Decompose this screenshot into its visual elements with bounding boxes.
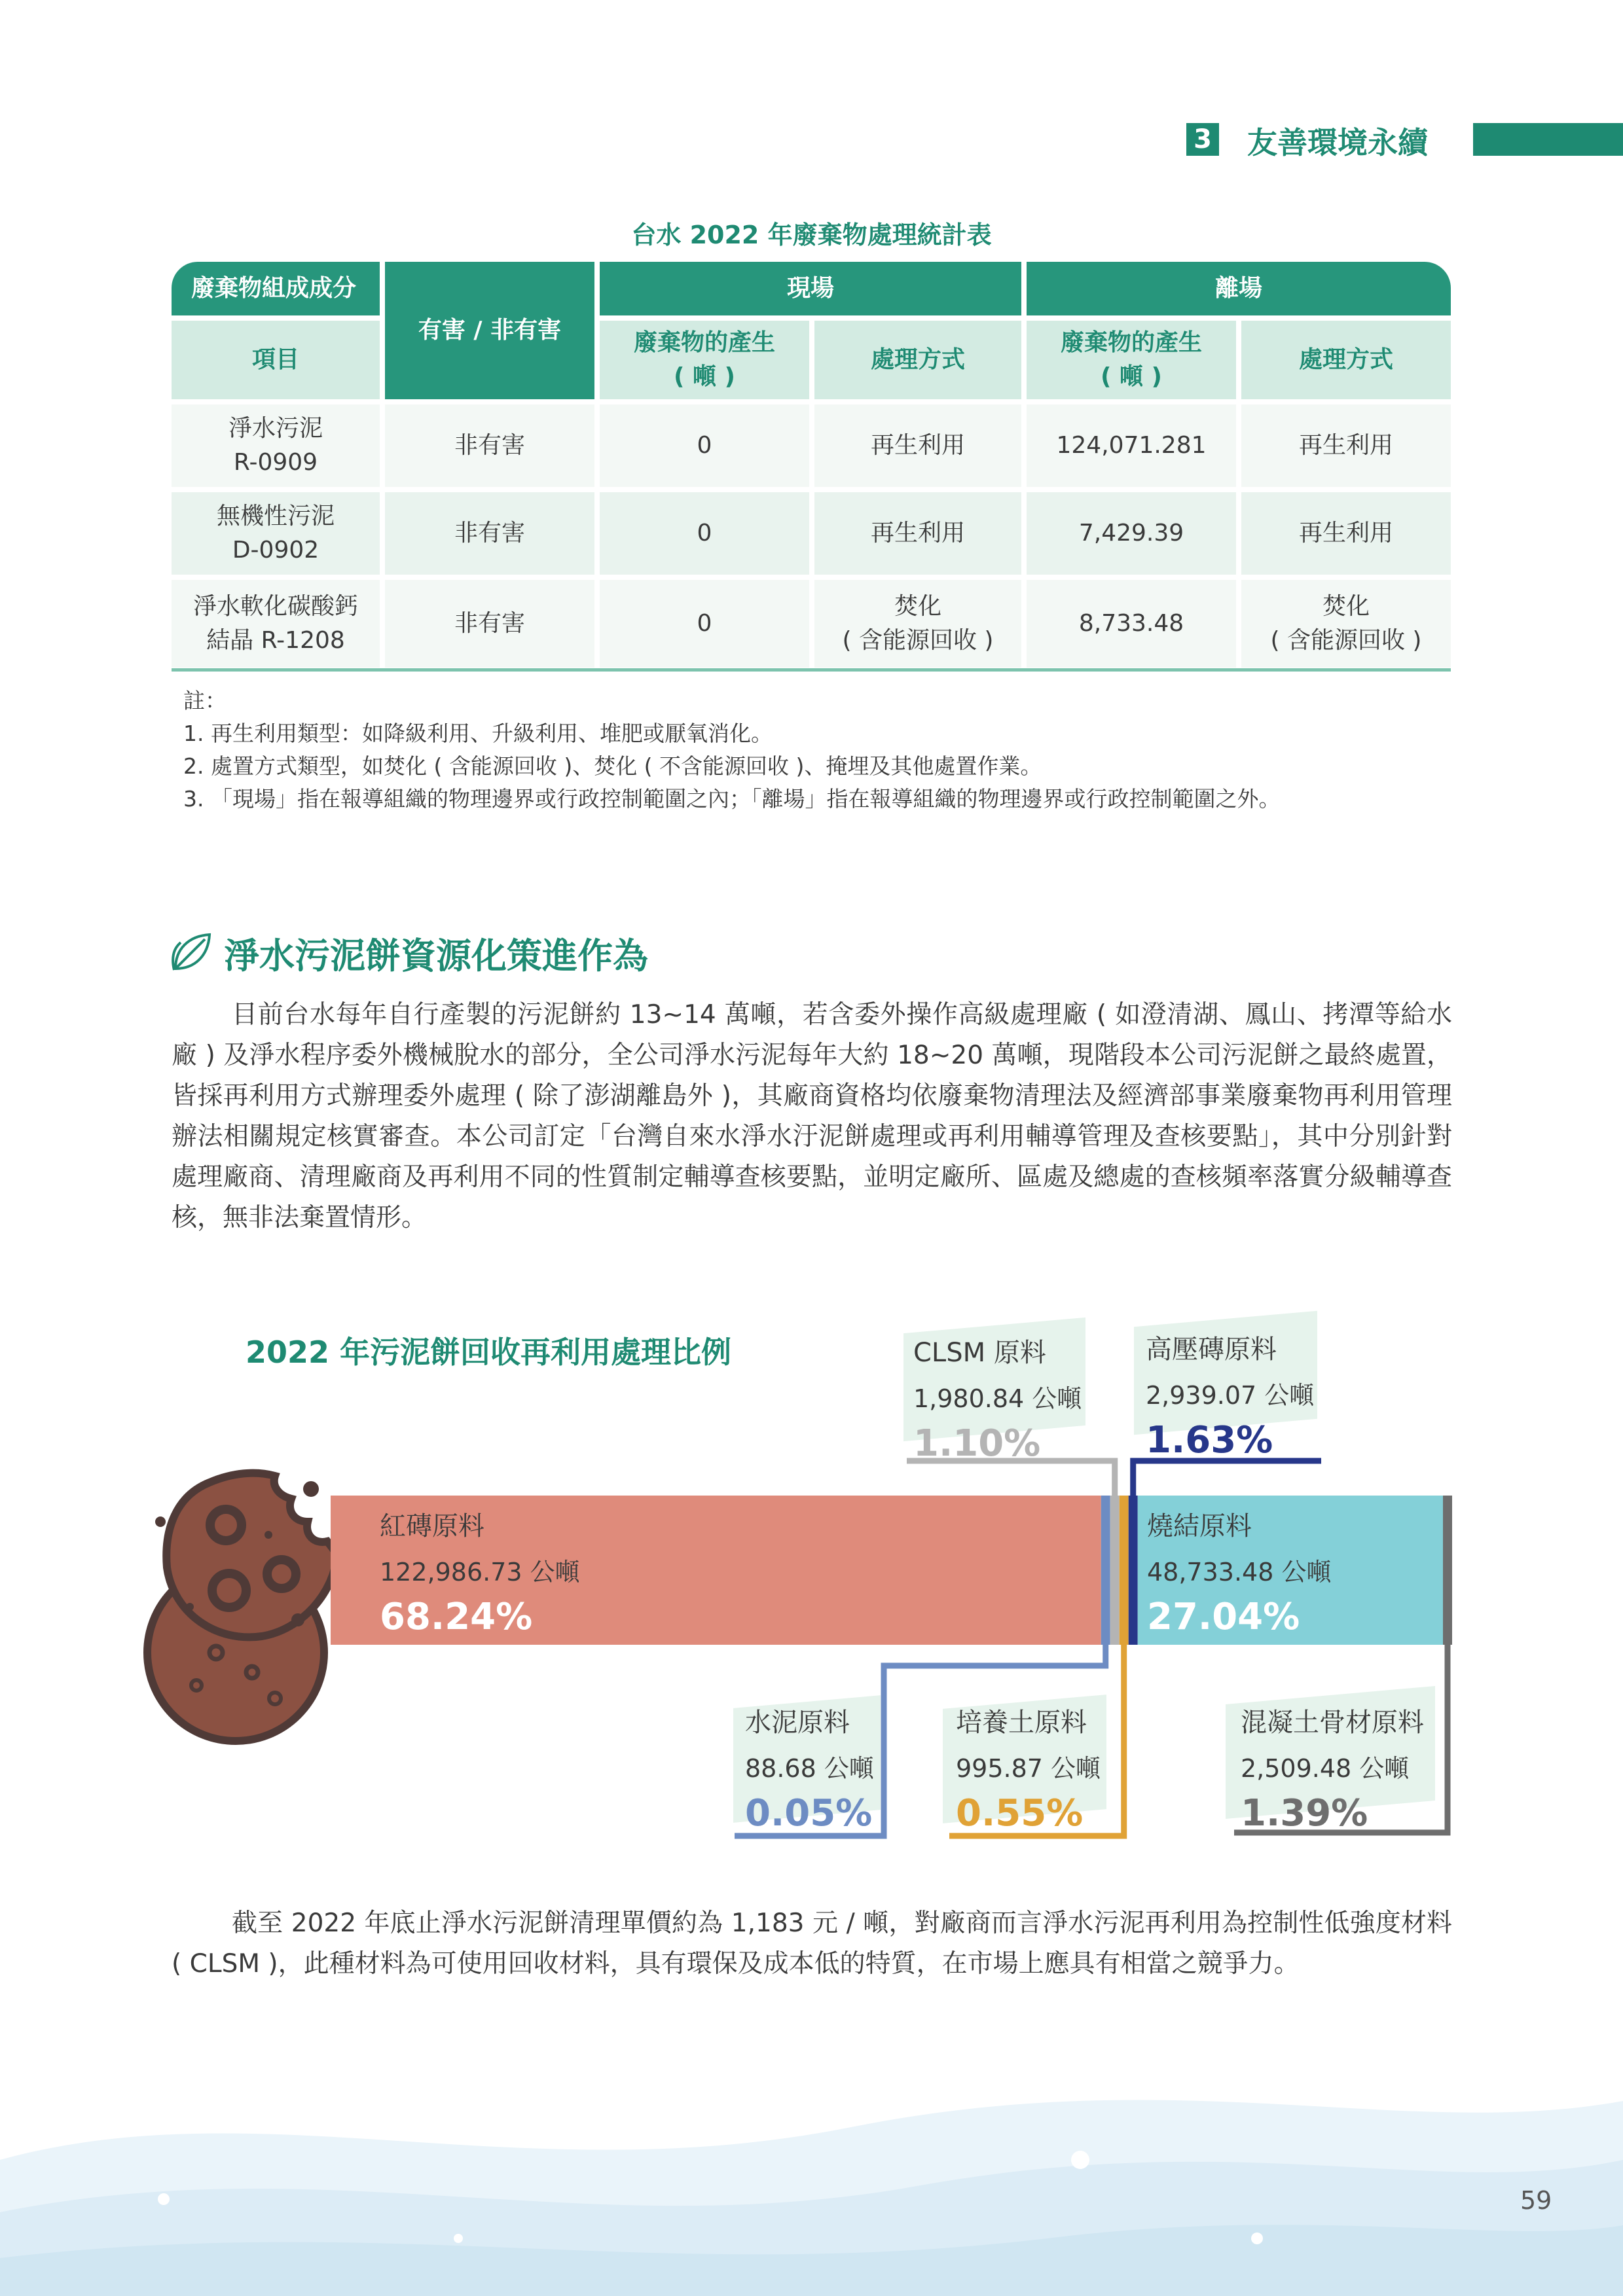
row3-onsite-method-line2: ( 含能源回收 ) [842,627,994,654]
th-onsite: 現場 [600,262,1021,315]
page-number: 59 [1520,2186,1552,2215]
th-offsite-method: 處理方式 [1241,321,1451,399]
label-soil [956,1702,1101,1835]
label-sintered-amount: 48,733.48 公噸 [1147,1558,1332,1587]
row1-hazard: 非有害 [385,404,594,487]
label-red-brick-amount: 122,986.73 公噸 [380,1558,580,1587]
label-sintered-name: 燒結原料 [1147,1511,1252,1541]
th-offsite-generated-line1: 廢棄物的產生 [1060,329,1202,356]
row2-offsite-method: 再生利用 [1241,492,1451,575]
label-cement-name: 水泥原料 [745,1708,850,1738]
bar-clsm [1110,1496,1120,1645]
label-high-pressure-brick [1146,1329,1314,1462]
row2-item-line1: 無機性污泥 [216,502,335,529]
th-offsite-generated-line2: ( 噸 ) [1101,363,1162,390]
note-3: 3. 「現場」指在報導組織的物理邊界或行政控制範圍之內；「離場」指在報導組織的物理邊界或行政控制範圍之外。 [183,786,1281,812]
section-title: 淨水污泥餅資源化策進作為 [224,935,648,977]
label-soil-percent: 0.55% [956,1792,1084,1835]
th-onsite-generated-line2: ( 噸 ) [674,363,735,390]
label-clsm-name: CLSM 原料 [913,1338,1046,1368]
row3-item-line2: 結晶 R-1208 [206,627,345,654]
row3-hazard: 非有害 [385,580,594,668]
label-soil-amount: 995.87 公噸 [956,1754,1101,1783]
th-hazard: 有害 / 非有害 [385,262,594,399]
table-title: 台水 2022 年廢棄物處理統計表 [631,221,992,249]
label-high-pressure-brick-percent: 1.63% [1146,1419,1273,1462]
row3-onsite-amount: 0 [600,580,809,668]
label-concrete-aggregate-name: 混凝土骨材原料 [1241,1708,1424,1738]
label-cement [745,1702,874,1835]
th-onsite-method: 處理方式 [814,321,1021,399]
chapter-number-badge: 3 [1186,123,1219,156]
row2-item-line2: D-0902 [232,537,319,564]
row1-onsite-method: 再生利用 [814,404,1021,487]
notes-label: 註： [183,688,227,713]
label-red-brick-name: 紅磚原料 [380,1511,484,1541]
label-cement-amount: 88.68 公噸 [745,1754,874,1783]
label-red-brick-percent: 68.24% [380,1596,533,1638]
label-high-pressure-brick-name: 高壓磚原料 [1146,1335,1277,1365]
row3-item-line1: 淨水軟化碳酸鈣 [192,592,358,620]
label-soil-name: 培養土原料 [956,1708,1087,1738]
row1-offsite-amount: 124,071.281 [1027,404,1236,487]
label-cement-percent: 0.05% [745,1792,873,1835]
label-clsm [913,1332,1082,1465]
section-paragraph-1: 目前台水每年自行產製的污泥餅約 13~14 萬噸，若含委外操作高級處理廠 ( 如澄清湖、鳳山、拷潭等給水廠 ) 及淨水程序委外機械脫水的部分，全公司淨水污泥每年大約 18~20 萬噸，現階段本公司污泥餅之最終處置，皆採再利用方式辦理委外處理 ( 除了澎湖離島外 )，其廠商資格均依廢棄物清理法及經濟部事業廢棄物再利用管理辦法相關規定核實審查。本公司訂定「台灣自來水淨水汙泥餅處理或再利用輔導管理及查核要點」，其中分別針對處理廠商、清理廠商及再利用不同的性質制定輔導查核要點，並明定廠所、區處及總處的查核頻率落實分級輔導查核，無非法棄置情形。 [172,1000,1452,1232]
wave-decoration [0,2049,1623,2296]
th-onsite-generated-line1: 廢棄物的產生 [633,329,775,356]
row3-onsite-method-line1: 焚化 [894,592,941,620]
row1-onsite-amount: 0 [600,404,809,487]
row3-offsite-method-line2: ( 含能源回收 ) [1270,627,1422,654]
label-clsm-percent: 1.10% [913,1422,1041,1465]
row2-hazard: 非有害 [385,492,594,575]
th-item: 項目 [172,321,380,399]
connector-clsm [907,1461,1115,1496]
label-concrete-aggregate-amount: 2,509.48 公噸 [1241,1754,1410,1783]
label-sintered [1147,1505,1331,1638]
bar-concrete-aggregate [1443,1496,1452,1645]
label-concrete-aggregate [1241,1702,1424,1835]
note-1: 1. 再生利用類型：如降級利用、升級利用、堆肥或厭氧消化。 [183,721,773,746]
row2-onsite-amount: 0 [600,492,809,575]
note-2: 2. 處置方式類型，如焚化 ( 含能源回收 )、焚化 ( 不含能源回收 )、掩埋及其他處置作業。 [183,753,1042,779]
label-concrete-aggregate-percent: 1.39% [1241,1792,1368,1835]
bar-high-pressure-brick [1129,1496,1138,1645]
th-offsite: 離場 [1027,262,1451,315]
row2-offsite-amount: 7,429.39 [1027,492,1236,575]
row1-item-line2: R-0909 [233,449,318,476]
connector-high-pressure-brick [1133,1461,1321,1496]
label-sintered-percent: 27.04% [1147,1596,1300,1638]
label-clsm-amount: 1,980.84 公噸 [913,1384,1082,1413]
bar-soil [1120,1496,1129,1645]
label-red-brick [380,1505,580,1638]
row1-item-line1: 淨水污泥 [228,414,323,442]
label-high-pressure-brick-amount: 2,939.07 公噸 [1146,1381,1315,1410]
row1-offsite-method: 再生利用 [1241,404,1451,487]
bar-cement [1101,1496,1110,1645]
chart-title: 2022 年污泥餅回收再利用處理比例 [246,1335,732,1370]
row2-onsite-method: 再生利用 [814,492,1021,575]
row3-offsite-method-line1: 焚化 [1322,592,1370,620]
th-composition: 廢棄物組成成分 [172,262,380,315]
chapter-title: 友善環境永續 [1247,125,1428,160]
section-paragraph-2: 截至 2022 年底止淨水污泥餅清理單價約為 1,183 元 / 噸，對廠商而言淨水污泥再利用為控制性低強度材料 ( CLSM )，此種材料為可使用回收材料，具有環保及成本低的特質，在市場上應具有相當之競爭力。 [172,1909,1452,1979]
row3-offsite-amount: 8,733.48 [1027,580,1236,668]
